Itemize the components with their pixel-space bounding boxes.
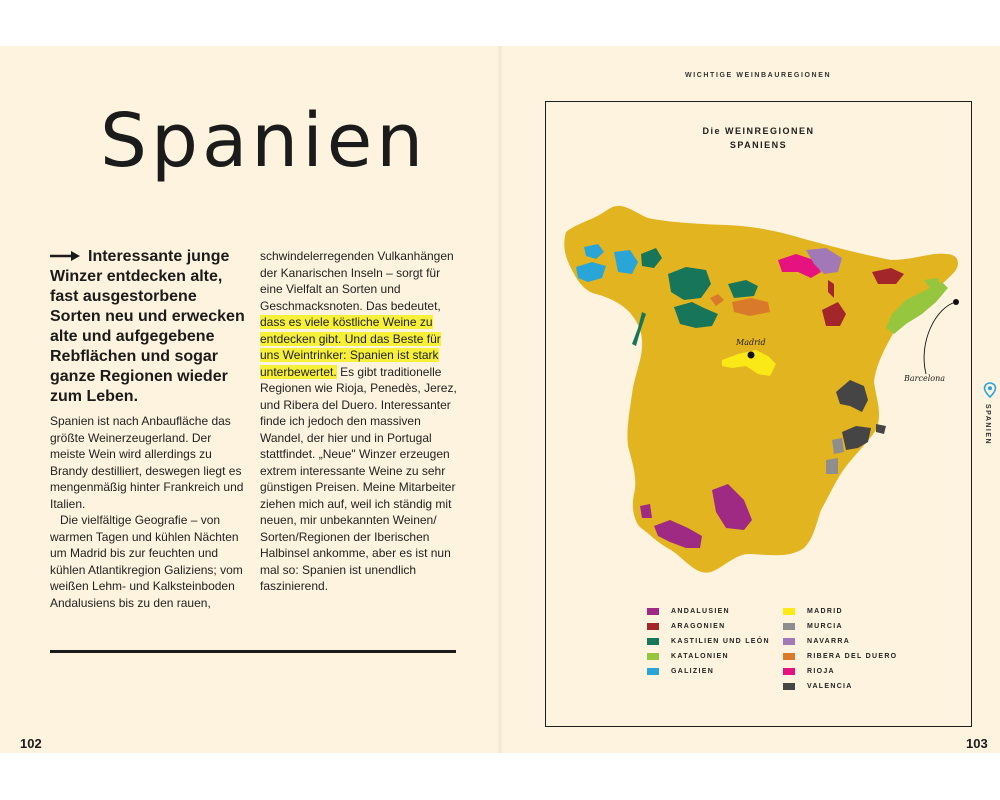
madrid-label: Madrid [736,338,766,347]
legend-item-valencia [783,680,853,692]
region-valencia [876,424,886,434]
horizontal-rule [50,650,456,653]
col1-paragraph-1: Spanien ist nach Anbaufläche das größte Weinerzeugerland. Der meiste Wein wird allerdings zu Brandy destilliert, deswegen liegt es mengenmäßig hinter Frankreich und Italien. [50,414,244,511]
book-gutter [497,46,503,753]
legend-label: ANDALUSIEN [671,607,730,615]
legend-swatch [647,623,659,630]
map-title-line-2: SPANIENS [729,140,788,150]
page-title: Spanien [100,98,428,184]
body-column-1 [50,413,245,611]
barcelona-label: Barcelona [904,374,945,383]
legend-label: KATALONIEN [671,652,729,660]
page-number-right: 103 [966,736,988,751]
legend-label: MURCIA [807,622,843,630]
lead-paragraph [50,247,250,407]
side-tab-label: SPANIEN [984,404,991,446]
body-column-2 [260,248,460,595]
map-frame [545,101,972,727]
legend-item-rioja [783,665,835,677]
barcelona-leader-line [924,302,956,374]
legend-item-ribera [783,650,897,662]
legend-item-madrid [783,605,843,617]
legend-label: NAVARRA [807,637,851,645]
region-murcia [826,458,838,474]
col2-text-b: Es gibt traditionelle Regionen wie Rioja, Penedès, Jerez, und Ribera del Duero. Interessanter finde ich jedoch den massiven Wandel, der hier und in Portugal stattfindet. „Neue" Winzer erzeugen extrem interessante Weine zu sehr günstigen Preisen. Meine Mitarbeiter ziehen mich auf, weil ich ständig mit neuen, mir unbekannten Weinen/ Sorten/Regionen der Iberischen Halbinsel ankomme, aber es ist nun mal so: Spanien ist unendlich faszinierend. [260,364,457,593]
col2-paragraph [260,248,460,595]
legend-label: GALIZIEN [671,667,715,675]
legend-swatch [783,653,795,660]
legend-item-murcia [783,620,843,632]
section-header: WICHTIGE WEINBAUREGIONEN [685,72,832,79]
legend-swatch [783,623,795,630]
legend-item-kastilien [647,635,770,647]
legend-swatch [647,668,659,675]
region-murcia [832,438,844,454]
legend-item-navarra [783,635,850,647]
map-title-line-1: Die WEINREGIONEN [702,126,815,136]
legend-item-aragonien [647,620,725,632]
madrid-marker [748,352,755,359]
col1-paragraph-2: Die vielfältige Geografie – von warmen Tagen und kühlen Nächten um Madrid bis zur feuchten und kühlen Atlantikregion Galiziens; vom weißen Lehm- und Kalksteinboden Andalusiens bis zu den rauen, [50,513,243,610]
legend-label: MADRID [807,607,843,615]
legend-label: RIOJA [807,667,835,675]
arrow-right-icon [50,247,80,267]
spain-map [546,102,970,725]
legend-swatch [647,638,659,645]
lead-text: Interessante junge Winzer entdecken alte, fast ausgestorbene Sorten neu und erwecken alte und aufgegebene Rebflächen und sogar ganze Regionen wieder zum Leben. [50,248,245,406]
legend-label: ARAGONIEN [671,622,726,630]
page-number-left: 102 [20,736,42,751]
legend-item-andalusien [647,605,730,617]
legend-label: VALENCIA [807,682,853,690]
col2-text-a: schwindelerregenden Vulkanhängen der Kanarischen Inseln – sorgt für eine Vielfalt an Sorten und Geschmacksnoten. Das bedeutet, [260,249,454,313]
highlighted-text: dass es viele köstliche Weine zu entdecken gibt. Und das Beste für uns Weintrinker: Spanien ist stark unterbewertet. [260,315,441,379]
legend-swatch [783,683,795,690]
legend-swatch [647,608,659,615]
legend-swatch [783,668,795,675]
book-spread [0,46,1000,753]
legend-label: RIBERA DEL DUERO [807,652,898,660]
region-andalusien [640,504,652,518]
legend-item-galizien [647,665,714,677]
legend-label: KASTILIEN UND LEÓN [671,637,770,645]
legend-swatch [783,638,795,645]
location-pin-icon [983,382,997,403]
legend-item-katalonien [647,650,729,662]
legend-swatch [783,608,795,615]
legend-swatch [647,653,659,660]
